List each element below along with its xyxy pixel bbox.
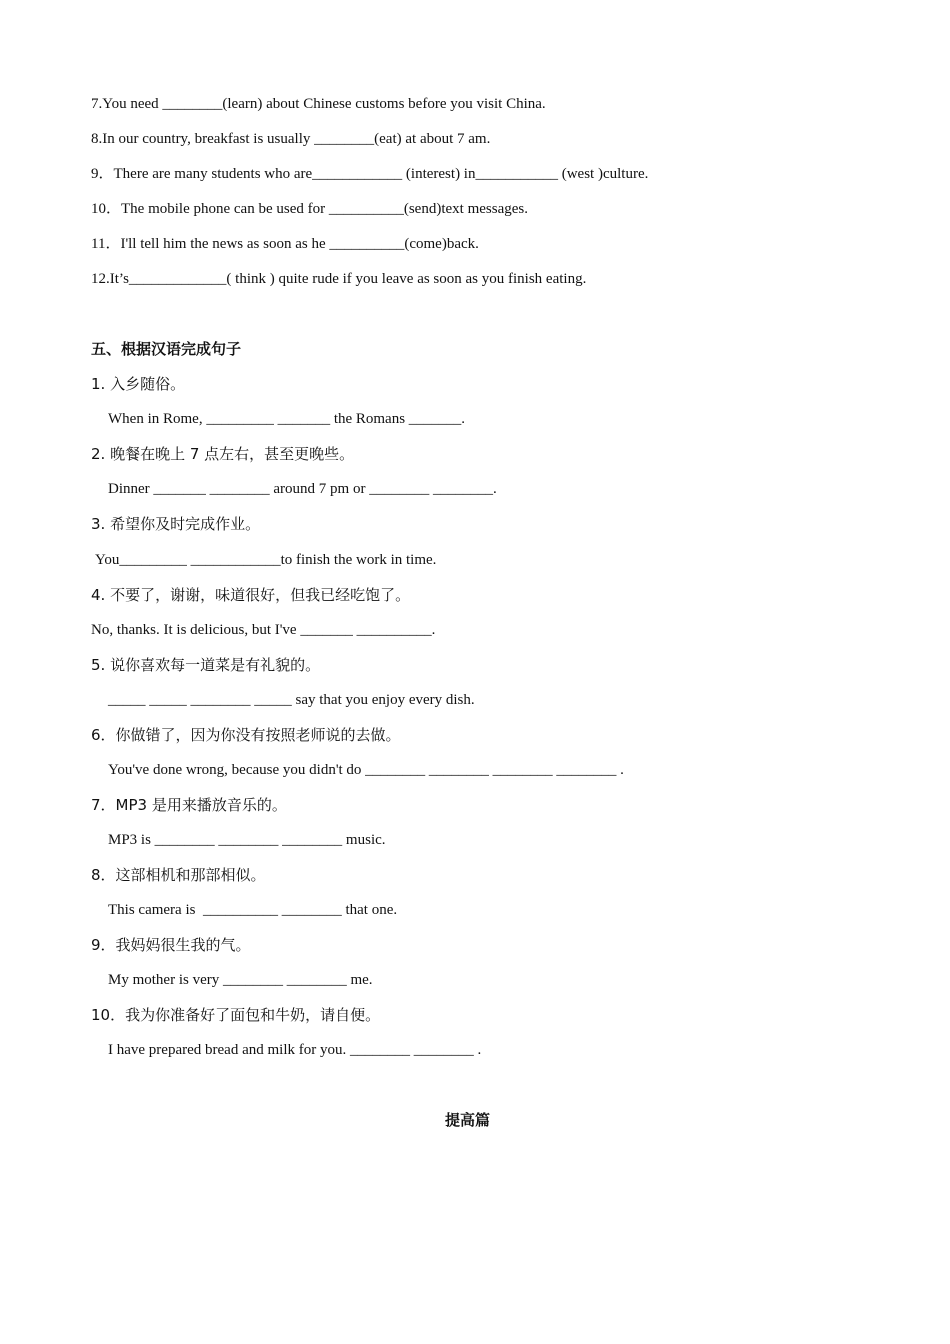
section-title-advanced: 提高篇 (444, 1111, 490, 1129)
translation-prompt-4: 4. 不要了，谢谢，味道很好，但我已经吃饱了。 (91, 586, 411, 604)
translation-answer-7: MP3 is ________ ________ ________ music. (108, 832, 386, 848)
exercise-line-12: 12.It’s_____________( think ) quite rude if you leave as soon as you finish eating. (91, 271, 587, 287)
translation-prompt-3: 3. 希望你及时完成作业。 (91, 515, 261, 533)
exercise-line-7: 7.You need ________(learn) about Chinese customs before you visit China. (91, 96, 546, 112)
translation-prompt-2: 2. 晚餐在晚上 7 点左右，甚至更晚些。 (91, 445, 355, 463)
section-heading-part5: 五、根据汉语完成句子 (91, 340, 242, 358)
translation-answer-2: Dinner _______ ________ around 7 pm or ________ ________. (108, 481, 497, 497)
translation-answer-3: You_________ ____________to finish the work in time. (95, 552, 437, 568)
translation-prompt-1: 1. 入乡随俗。 (91, 375, 186, 393)
translation-prompt-9: 9．我妈妈很生我的气。 (91, 936, 251, 954)
translation-answer-9: My mother is very ________ ________ me. (108, 972, 373, 988)
exercise-line-11: 11．I'll tell him the news as soon as he __________(come)back. (91, 236, 479, 252)
translation-answer-1: When in Rome, _________ _______ the Romans _______. (108, 411, 466, 427)
translation-answer-8: This camera is __________ ________ that one. (108, 902, 398, 918)
translation-prompt-8: 8．这部相机和那部相似。 (91, 866, 266, 884)
translation-answer-6: You've done wrong, because you didn't do ________ ________ ________ ________ . (108, 762, 624, 778)
translation-prompt-10: 10．我为你准备好了面包和牛奶，请自便。 (91, 1006, 381, 1024)
translation-answer-4: No, thanks. It is delicious, but I've _______ __________. (91, 622, 436, 638)
exercise-line-9: 9．There are many students who are____________ (interest) in___________ (west )culture. (91, 166, 649, 182)
translation-answer-5: _____ _____ ________ _____ say that you enjoy every dish. (108, 692, 475, 708)
translation-prompt-7: 7．MP3 是用来播放音乐的。 (91, 796, 287, 814)
exercise-line-8: 8.In our country, breakfast is usually ________(eat) at about 7 am. (91, 131, 491, 147)
translation-answer-10: I have prepared bread and milk for you. ________ ________ . (108, 1042, 482, 1058)
exercise-line-10: 10．The mobile phone can be used for __________(send)text messages. (91, 201, 528, 217)
translation-prompt-6: 6．你做错了，因为你没有按照老师说的去做。 (91, 726, 401, 744)
translation-prompt-5: 5. 说你喜欢每一道菜是有礼貌的。 (91, 656, 321, 674)
